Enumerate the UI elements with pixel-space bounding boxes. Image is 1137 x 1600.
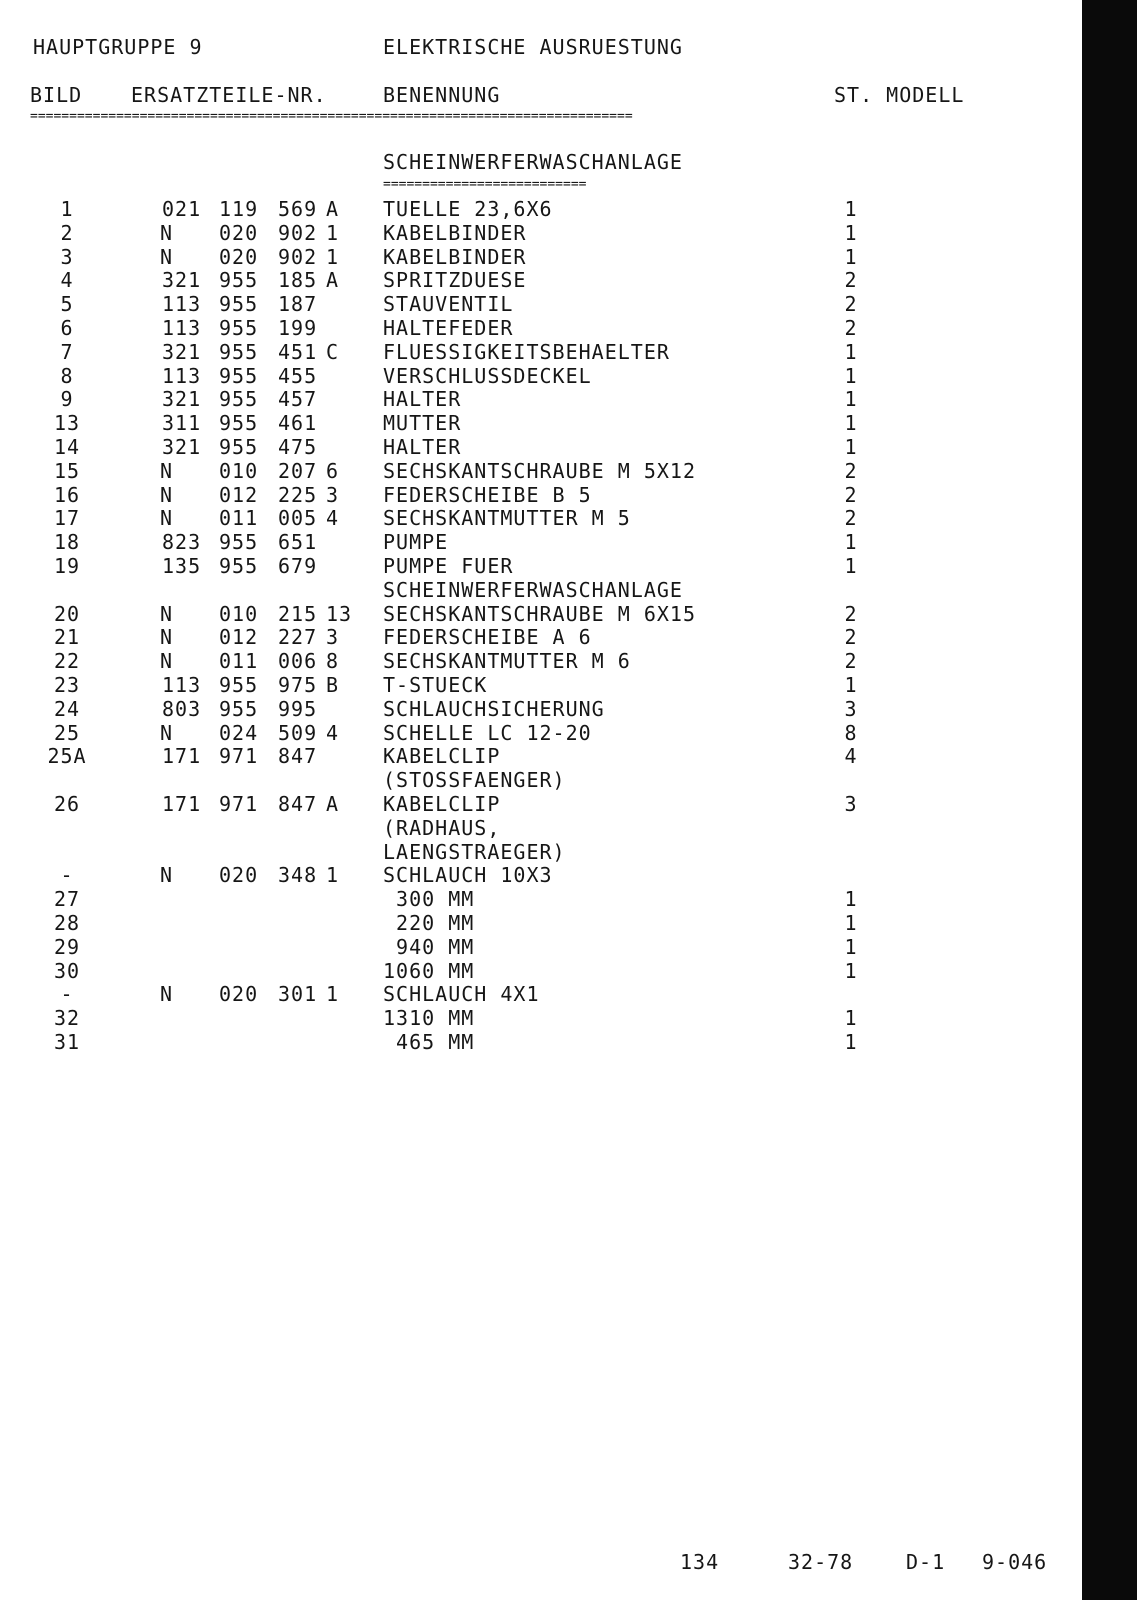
part-quantity: 1: [844, 339, 858, 364]
part-row: [0, 625, 1082, 649]
bild-number: -: [60, 863, 74, 888]
part-quantity: 1: [844, 220, 858, 245]
bild-number: 25: [53, 720, 81, 745]
bild-number: 22: [53, 649, 81, 674]
part-group-3: 301: [278, 982, 318, 1007]
part-description: FEDERSCHEIBE A 6: [383, 625, 592, 650]
part-group-3: 227: [278, 625, 318, 650]
part-group-1: 135: [162, 553, 202, 578]
part-group-3: 569: [278, 197, 318, 221]
part-group-1: 311: [162, 411, 202, 436]
part-group-1: 321: [162, 268, 202, 293]
group-title: ELEKTRISCHE AUSRUESTUNG: [383, 35, 683, 59]
part-row: [0, 245, 1082, 269]
part-prefix: N: [159, 982, 173, 1007]
part-group-2: 955: [219, 339, 259, 364]
part-group-1: 171: [162, 744, 202, 769]
part-description: SECHSKANTMUTTER M 6: [383, 649, 631, 674]
part-group-3: 847: [278, 744, 318, 769]
group-label: HAUPTGRUPPE 9: [33, 35, 203, 59]
bild-number: 14: [53, 434, 81, 459]
part-group-1: 823: [162, 530, 202, 555]
part-suffix: 13: [326, 601, 353, 626]
part-description: FLUESSIGKEITSBEHAELTER: [383, 339, 670, 364]
part-suffix: 4: [326, 506, 340, 531]
part-quantity: 2: [844, 268, 858, 293]
part-row: [0, 1030, 1082, 1054]
part-row: [0, 292, 1082, 316]
footer-edition: D-1: [906, 1550, 946, 1574]
bild-number: 25A: [47, 744, 87, 769]
part-description: 1060 MM: [383, 958, 475, 983]
part-quantity: 4: [844, 744, 858, 769]
part-group-2: 955: [219, 672, 259, 697]
part-quantity: 1: [844, 197, 858, 221]
part-group-2: 955: [219, 387, 259, 412]
part-group-2: 011: [219, 649, 259, 674]
part-group-3: 451: [278, 339, 318, 364]
part-group-2: 955: [219, 411, 259, 436]
part-row: [0, 435, 1082, 459]
bild-number: 9: [60, 387, 74, 412]
part-description: KABELBINDER: [383, 244, 527, 269]
part-group-2: 010: [219, 458, 259, 483]
part-row: [0, 340, 1082, 364]
footer-reference: 9-046: [982, 1550, 1048, 1574]
part-quantity: 1: [844, 910, 858, 935]
part-group-3: 679: [278, 553, 318, 578]
part-group-2: 011: [219, 506, 259, 531]
part-quantity: 1: [844, 530, 858, 555]
bild-number: 2: [60, 220, 74, 245]
bild-number: 27: [53, 887, 81, 912]
part-group-1: 803: [162, 696, 202, 721]
part-quantity: 1: [844, 244, 858, 269]
part-quantity: 2: [844, 458, 858, 483]
part-group-1: 321: [162, 387, 202, 412]
part-quantity: 1: [844, 958, 858, 983]
part-group-3: 457: [278, 387, 318, 412]
bild-number: 20: [53, 601, 81, 626]
part-row: [0, 387, 1082, 411]
part-prefix: N: [159, 220, 173, 245]
part-row: [0, 792, 1082, 816]
part-row: [0, 602, 1082, 626]
footer-page-number: 134: [680, 1550, 720, 1574]
part-group-3: 207: [278, 458, 318, 483]
part-description: FEDERSCHEIBE B 5: [383, 482, 592, 507]
part-row: [0, 649, 1082, 673]
part-prefix: N: [159, 601, 173, 626]
part-quantity: 2: [844, 292, 858, 317]
part-group-1: 021: [162, 197, 202, 221]
bild-number: 6: [60, 315, 74, 340]
part-group-3: 215: [278, 601, 318, 626]
footer-date-code: 32-78: [788, 1550, 854, 1574]
section-title: SCHEINWERFERWASCHANLAGE: [383, 150, 683, 174]
part-quantity: 1: [844, 553, 858, 578]
part-description: MUTTER: [383, 411, 462, 436]
part-quantity: 1: [844, 1029, 858, 1054]
part-group-3: 509: [278, 720, 318, 745]
bild-number: 23: [53, 672, 81, 697]
part-suffix: A: [326, 197, 340, 221]
part-description: LAENGSTRAEGER): [383, 839, 566, 864]
part-row: [0, 364, 1082, 388]
part-description: KABELCLIP: [383, 744, 501, 769]
part-row: [0, 221, 1082, 245]
part-group-2: 955: [219, 696, 259, 721]
part-row: [0, 530, 1082, 554]
part-group-2: 119: [219, 197, 259, 221]
bild-number: 21: [53, 625, 81, 650]
part-row: [0, 459, 1082, 483]
part-row: [0, 959, 1082, 983]
part-suffix: 1: [326, 982, 340, 1007]
bild-number: 26: [53, 791, 81, 816]
part-group-2: 020: [219, 982, 259, 1007]
part-description: HALTER: [383, 434, 462, 459]
part-group-2: 955: [219, 268, 259, 293]
part-suffix: A: [326, 791, 340, 816]
part-row: [0, 768, 1082, 792]
part-prefix: N: [159, 506, 173, 531]
part-group-1: 113: [162, 292, 202, 317]
part-quantity: 2: [844, 649, 858, 674]
part-group-2: 020: [219, 220, 259, 245]
part-quantity: 1: [844, 934, 858, 959]
part-group-2: 012: [219, 482, 259, 507]
part-quantity: 1: [844, 411, 858, 436]
part-prefix: N: [159, 244, 173, 269]
part-suffix: 4: [326, 720, 340, 745]
part-group-2: 955: [219, 363, 259, 388]
part-group-3: 199: [278, 315, 318, 340]
part-suffix: 1: [326, 863, 340, 888]
bild-number: 15: [53, 458, 81, 483]
part-description: SCHELLE LC 12-20: [383, 720, 592, 745]
part-row: [0, 268, 1082, 292]
scan-edge-bar: [1082, 0, 1137, 1600]
part-quantity: 1: [844, 434, 858, 459]
part-row: [0, 506, 1082, 530]
part-group-2: 010: [219, 601, 259, 626]
part-prefix: N: [159, 482, 173, 507]
part-quantity: 2: [844, 506, 858, 531]
part-row: [0, 887, 1082, 911]
part-group-3: 475: [278, 434, 318, 459]
part-group-2: 020: [219, 863, 259, 888]
part-group-3: 187: [278, 292, 318, 317]
part-description: 940 MM: [383, 934, 475, 959]
part-quantity: 3: [844, 696, 858, 721]
part-suffix: B: [326, 672, 340, 697]
part-group-2: 971: [219, 744, 259, 769]
part-suffix: A: [326, 268, 340, 293]
part-suffix: 1: [326, 244, 340, 269]
part-description: PUMPE: [383, 530, 449, 555]
part-group-3: 847: [278, 791, 318, 816]
part-group-3: 902: [278, 220, 318, 245]
bild-number: 29: [53, 934, 81, 959]
part-description: 465 MM: [383, 1029, 475, 1054]
part-description: SECHSKANTSCHRAUBE M 5X12: [383, 458, 696, 483]
part-suffix: 3: [326, 482, 340, 507]
part-description: (RADHAUS,: [383, 815, 501, 840]
part-group-1: 113: [162, 315, 202, 340]
bild-number: 17: [53, 506, 81, 531]
part-description: TUELLE 23,6X6: [383, 197, 553, 221]
part-group-2: 955: [219, 292, 259, 317]
part-row: [0, 697, 1082, 721]
part-group-2: 971: [219, 791, 259, 816]
part-suffix: 1: [326, 220, 340, 245]
part-row: [0, 673, 1082, 697]
part-row: [0, 578, 1082, 602]
part-description: KABELCLIP: [383, 791, 501, 816]
bild-number: 24: [53, 696, 81, 721]
part-description: SECHSKANTSCHRAUBE M 6X15: [383, 601, 696, 626]
bild-number: 4: [60, 268, 74, 293]
part-group-3: 006: [278, 649, 318, 674]
part-quantity: 2: [844, 625, 858, 650]
part-group-1: 113: [162, 363, 202, 388]
part-group-2: 012: [219, 625, 259, 650]
bild-number: -: [60, 982, 74, 1007]
part-quantity: 1: [844, 1006, 858, 1031]
column-header-name: BENENNUNG: [383, 83, 501, 107]
part-description: SCHLAUCHSICHERUNG: [383, 696, 605, 721]
part-group-3: 651: [278, 530, 318, 555]
part-group-1: 321: [162, 434, 202, 459]
part-row: [0, 911, 1082, 935]
part-row: [0, 316, 1082, 340]
part-group-2: 955: [219, 315, 259, 340]
part-description: SPRITZDUESE: [383, 268, 527, 293]
bild-number: 3: [60, 244, 74, 269]
bild-number: 13: [53, 411, 81, 436]
part-group-2: 024: [219, 720, 259, 745]
part-row: [0, 721, 1082, 745]
part-suffix: 3: [326, 625, 340, 650]
part-group-3: 348: [278, 863, 318, 888]
part-description: SCHEINWERFERWASCHANLAGE: [383, 577, 683, 602]
part-group-3: 455: [278, 363, 318, 388]
bild-number: 31: [53, 1029, 81, 1054]
part-group-2: 955: [219, 553, 259, 578]
part-group-2: 955: [219, 530, 259, 555]
bild-number: 1: [60, 197, 74, 221]
column-header-part-number: ERSATZTEILE-NR.: [131, 83, 327, 107]
part-row: [0, 411, 1082, 435]
column-header-bild: BILD: [30, 83, 83, 107]
part-row: [0, 483, 1082, 507]
part-description: 300 MM: [383, 887, 475, 912]
part-group-1: 321: [162, 339, 202, 364]
header-rule: =============================================================================: [30, 110, 633, 124]
part-row: [0, 935, 1082, 959]
part-row: [0, 840, 1082, 864]
part-prefix: N: [159, 649, 173, 674]
part-description: SECHSKANTMUTTER M 5: [383, 506, 631, 531]
section-underline: ==========================: [383, 178, 587, 192]
part-description: 220 MM: [383, 910, 475, 935]
part-group-3: 995: [278, 696, 318, 721]
part-quantity: 2: [844, 601, 858, 626]
part-description: 1310 MM: [383, 1006, 475, 1031]
part-description: (STOSSFAENGER): [383, 768, 566, 793]
bild-number: 30: [53, 958, 81, 983]
part-row: [0, 816, 1082, 840]
bild-number: 28: [53, 910, 81, 935]
part-group-2: 955: [219, 434, 259, 459]
part-group-3: 902: [278, 244, 318, 269]
parts-list: [0, 197, 1082, 1054]
part-group-1: 113: [162, 672, 202, 697]
part-quantity: 1: [844, 672, 858, 697]
part-row: [0, 744, 1082, 768]
part-group-3: 225: [278, 482, 318, 507]
part-prefix: N: [159, 863, 173, 888]
bild-number: 18: [53, 530, 81, 555]
part-description: VERSCHLUSSDECKEL: [383, 363, 592, 388]
part-group-3: 005: [278, 506, 318, 531]
part-quantity: 3: [844, 791, 858, 816]
bild-number: 5: [60, 292, 74, 317]
part-row: [0, 197, 1082, 221]
part-quantity: 2: [844, 482, 858, 507]
part-group-2: 020: [219, 244, 259, 269]
part-quantity: 1: [844, 363, 858, 388]
part-quantity: 1: [844, 887, 858, 912]
part-description: SCHLAUCH 10X3: [383, 863, 553, 888]
bild-number: 16: [53, 482, 81, 507]
part-prefix: N: [159, 458, 173, 483]
part-description: PUMPE FUER: [383, 553, 514, 578]
part-description: T-STUECK: [383, 672, 488, 697]
part-suffix: 8: [326, 649, 340, 674]
bild-number: 7: [60, 339, 74, 364]
part-prefix: N: [159, 625, 173, 650]
part-description: HALTEFEDER: [383, 315, 514, 340]
part-quantity: 8: [844, 720, 858, 745]
part-group-3: 461: [278, 411, 318, 436]
part-row: [0, 1006, 1082, 1030]
part-quantity: 1: [844, 387, 858, 412]
part-prefix: N: [159, 720, 173, 745]
part-quantity: 2: [844, 315, 858, 340]
bild-number: 32: [53, 1006, 81, 1031]
column-header-qty-model: ST. MODELL: [834, 83, 965, 107]
part-suffix: C: [326, 339, 340, 364]
part-description: SCHLAUCH 4X1: [383, 982, 540, 1007]
part-description: HALTER: [383, 387, 462, 412]
bild-number: 19: [53, 553, 81, 578]
part-row: [0, 863, 1082, 887]
bild-number: 8: [60, 363, 74, 388]
part-row: [0, 982, 1082, 1006]
part-description: STAUVENTIL: [383, 292, 514, 317]
part-description: KABELBINDER: [383, 220, 527, 245]
part-suffix: 6: [326, 458, 340, 483]
part-group-3: 975: [278, 672, 318, 697]
part-group-1: 171: [162, 791, 202, 816]
part-row: [0, 554, 1082, 578]
part-group-3: 185: [278, 268, 318, 293]
